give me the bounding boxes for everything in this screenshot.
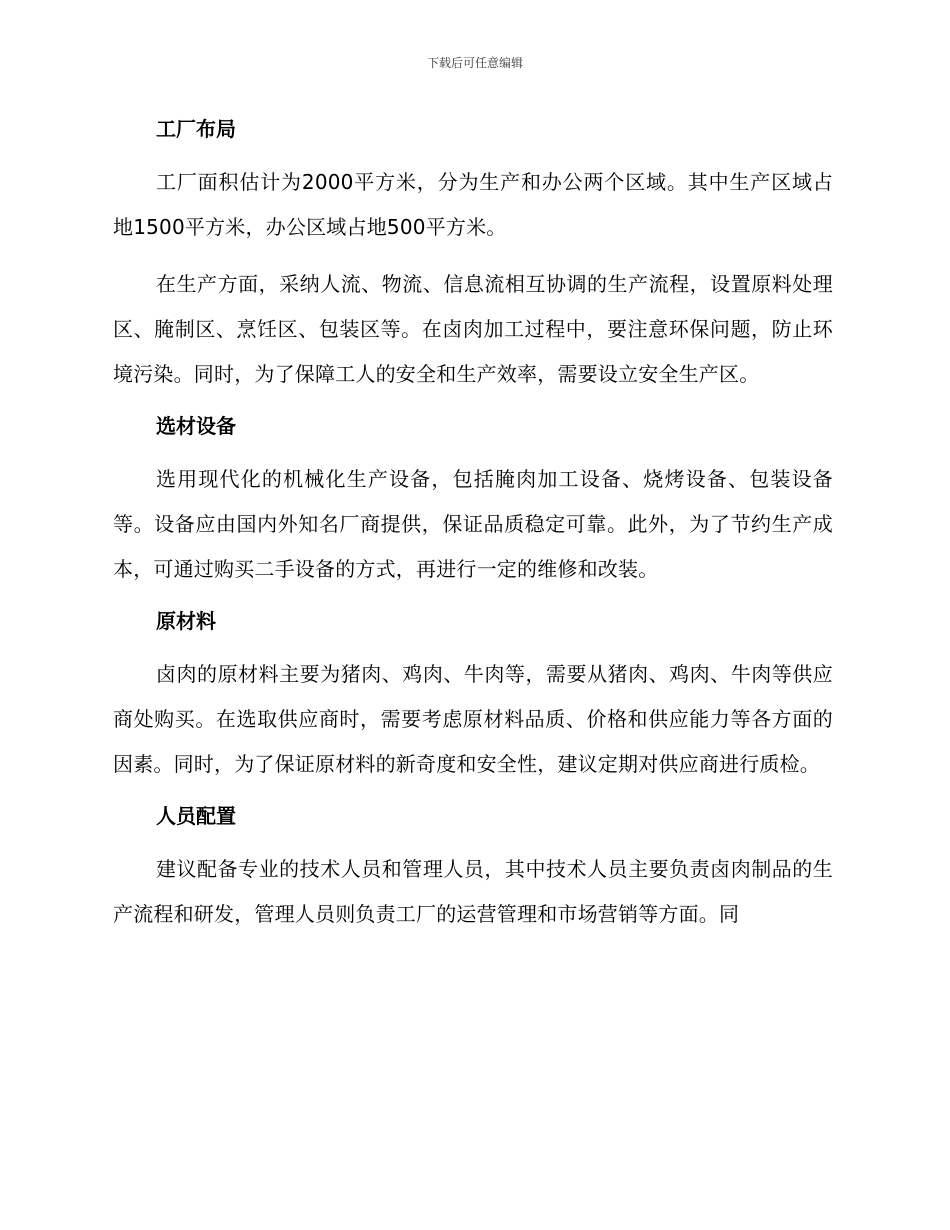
- document-body: [113, 112, 833, 949]
- section-staffing: [113, 799, 833, 937]
- page-header: 下载后可任意编辑: [426, 56, 523, 70]
- section-factory-layout: [113, 112, 833, 397]
- paragraph: 建议配备专业的技术人员和管理人员，其中技术人员主要负责卤肉制品的生产流程和研发，管理人员则负责工厂的运营管理和市场营销等方面。同: [113, 857, 833, 926]
- paragraph: 选用现代化的机械化生产设备，包括腌肉加工设备、烧烤设备、包装设备等。设备应由国内外知名厂商提供，保证品质稳定可靠。此外，为了节约生产成本，可通过购买二手设备的方式，再进行一定的维修和改装。: [113, 467, 833, 581]
- section-equipment: [113, 409, 833, 592]
- section-heading: 工厂布局: [156, 117, 236, 141]
- paragraph: 卤肉的原材料主要为猪肉、鸡肉、牛肉等，需要从猪肉、鸡肉、牛肉等供应商处购买。在选取供应商时，需要考虑原材料品质、价格和供应能力等各方面的因素。同时，为了保证原材料的新奇度和安全性，建议定期对供应商进行质检。: [113, 662, 833, 776]
- section-heading: 选材设备: [156, 414, 236, 438]
- paragraph: 在生产方面，采纳人流、物流、信息流相互协调的生产流程，设置原料处理区、腌制区、烹饪区、包装区等。在卤肉加工过程中，要注意环保问题，防止环境污染。同时，为了保障工人的安全和生产效率，需要设立安全生产区。: [113, 272, 833, 386]
- paragraph: 工厂面积估计为2000平方米，分为生产和办公两个区域。其中生产区域占地1500平方米，办公区域占地500平方米。: [113, 170, 833, 239]
- section-heading: 原材料: [156, 609, 216, 633]
- section-heading: 人员配置: [156, 804, 236, 828]
- section-raw-materials: [113, 604, 833, 787]
